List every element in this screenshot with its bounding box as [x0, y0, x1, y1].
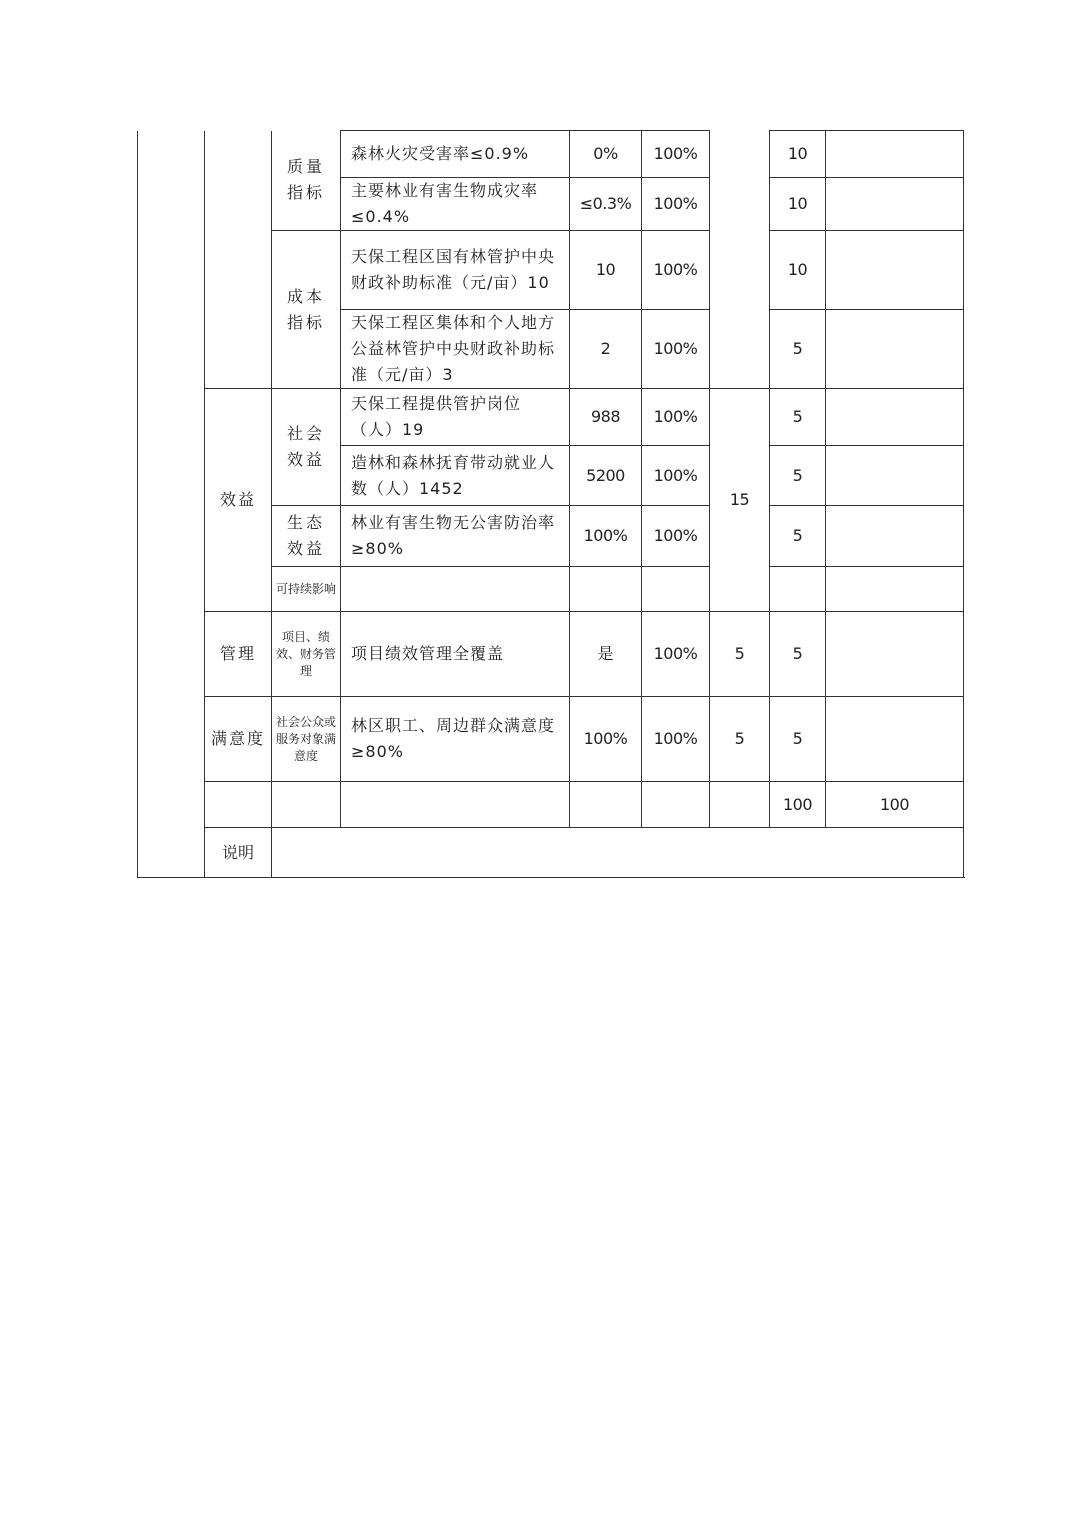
indicator-value: 0%	[570, 131, 642, 178]
indicator-value: ≤0.3%	[570, 178, 642, 231]
completion-rate	[642, 567, 710, 612]
blank-cell	[642, 782, 710, 828]
cost-indicator-label: 成本指标	[272, 231, 341, 389]
score-cell: 10	[770, 231, 826, 310]
indicator-text: 天保工程区集体和个人地方公益林管护中央财政补助标准（元/亩）3	[341, 310, 570, 389]
blank-cell	[272, 782, 341, 828]
score-cell: 5	[770, 506, 826, 567]
indicator-value: 100%	[570, 506, 642, 567]
completion-rate: 100%	[642, 697, 710, 782]
benefit-label: 效益	[205, 389, 272, 612]
indicator-text: 项目绩效管理全覆盖	[341, 612, 570, 697]
eco-benefit-label: 生态效益	[272, 506, 341, 567]
remark-cell	[826, 446, 964, 506]
completion-rate: 100%	[642, 178, 710, 231]
indicator-value: 100%	[570, 697, 642, 782]
indicator-text: 主要林业有害生物成灾率≤0.4%	[341, 178, 570, 231]
indicator-text: 林业有害生物无公害防治率≥80%	[341, 506, 570, 567]
indicator-value: 2	[570, 310, 642, 389]
indicator-value	[570, 567, 642, 612]
remark-cell	[826, 178, 964, 231]
total-row	[138, 782, 964, 828]
quality-indicator-label: 质量指标	[272, 131, 341, 231]
satisfaction-label: 满意度	[205, 697, 272, 782]
benefit-weight: 15	[710, 389, 770, 612]
completion-rate: 100%	[642, 389, 710, 446]
management-sub-label: 项目、绩效、财务管理	[272, 612, 341, 697]
score-cell	[770, 567, 826, 612]
completion-rate: 100%	[642, 446, 710, 506]
indicator-value: 988	[570, 389, 642, 446]
score-cell: 10	[770, 178, 826, 231]
score-cell: 5	[770, 310, 826, 389]
management-label: 管理	[205, 612, 272, 697]
total-weight: 100	[770, 782, 826, 828]
remark-cell	[826, 231, 964, 310]
level2-blank-cell	[205, 131, 272, 389]
indicator-value: 10	[570, 231, 642, 310]
completion-rate: 100%	[642, 310, 710, 389]
table-row	[138, 389, 964, 446]
social-benefit-label: 社会效益	[272, 389, 341, 506]
indicator-value: 是	[570, 612, 642, 697]
weight-cell: 5	[710, 697, 770, 782]
blank-cell	[710, 782, 770, 828]
table-row	[138, 612, 964, 697]
remark-cell	[826, 567, 964, 612]
score-cell: 5	[770, 697, 826, 782]
blank-cell	[341, 782, 570, 828]
remark-cell	[826, 131, 964, 178]
indicator-text: 天保工程提供管护岗位（人）19	[341, 389, 570, 446]
indicator-text	[341, 567, 570, 612]
note-row	[138, 828, 964, 878]
performance-table	[137, 130, 964, 878]
score-cell: 10	[770, 131, 826, 178]
score-cell: 5	[770, 446, 826, 506]
level1-blank-cell	[138, 131, 205, 878]
satisfaction-sub-label: 社会公众或服务对象满意度	[272, 697, 341, 782]
remark-cell	[826, 310, 964, 389]
remark-cell	[826, 389, 964, 446]
note-text	[272, 828, 964, 878]
remark-cell	[826, 506, 964, 567]
weight-blank-cell	[710, 131, 770, 389]
completion-rate: 100%	[642, 612, 710, 697]
completion-rate: 100%	[642, 506, 710, 567]
indicator-text: 造林和森林抚育带动就业人数（人）1452	[341, 446, 570, 506]
note-label: 说明	[205, 828, 272, 878]
remark-cell	[826, 697, 964, 782]
blank-cell	[570, 782, 642, 828]
indicator-text: 天保工程区国有林管护中央财政补助标准（元/亩）10	[341, 231, 570, 310]
table-row	[138, 131, 964, 178]
completion-rate: 100%	[642, 231, 710, 310]
blank-cell	[205, 782, 272, 828]
indicator-text: 森林火灾受害率≤0.9%	[341, 131, 570, 178]
indicator-value: 5200	[570, 446, 642, 506]
remark-cell	[826, 612, 964, 697]
weight-cell: 5	[710, 612, 770, 697]
sustain-impact-label: 可持续影响	[272, 567, 341, 612]
total-score: 100	[826, 782, 964, 828]
indicator-text: 林区职工、周边群众满意度≥80%	[341, 697, 570, 782]
score-cell: 5	[770, 612, 826, 697]
score-cell: 5	[770, 389, 826, 446]
completion-rate: 100%	[642, 131, 710, 178]
table-row	[138, 697, 964, 782]
